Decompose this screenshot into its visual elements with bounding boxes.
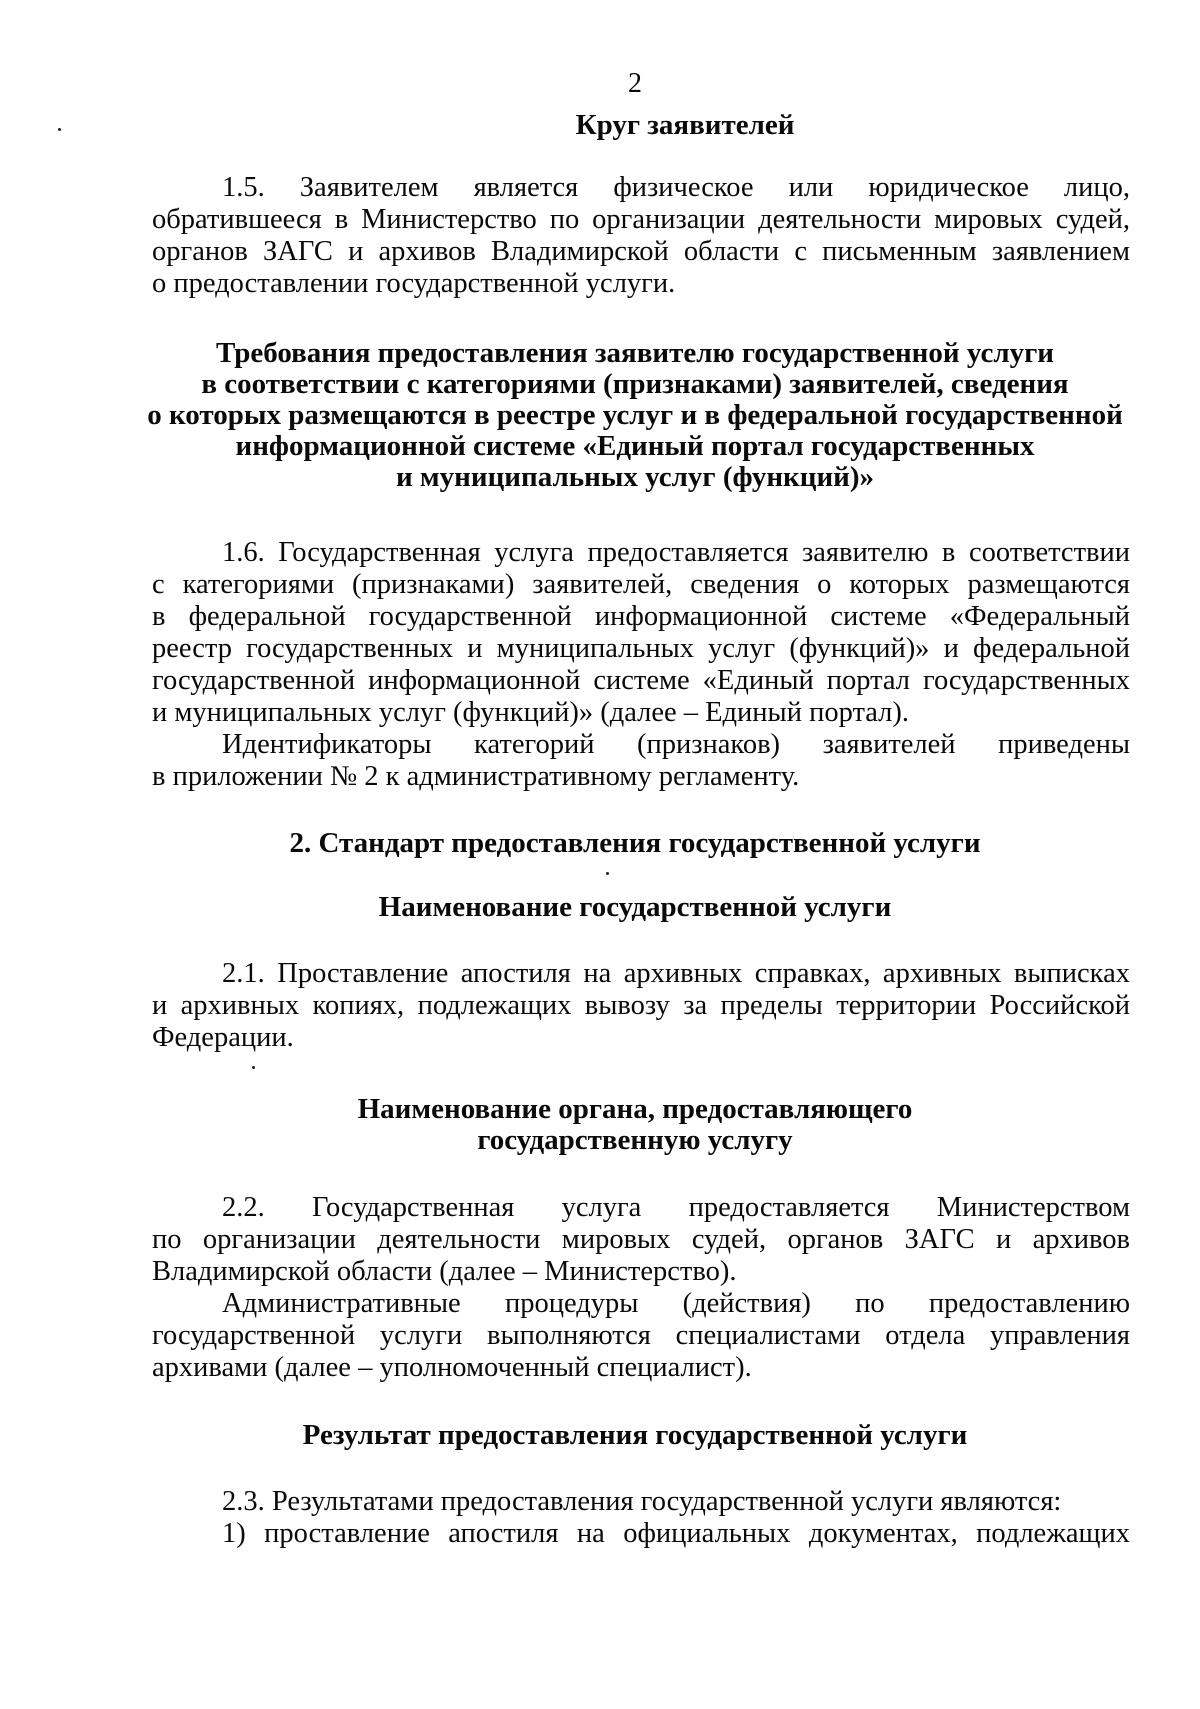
paragraph-line: о предоставлении государственной услуги. xyxy=(152,268,676,299)
paragraph-line: 2.1. Проставление апостиля на архивных справках, архивных выписках xyxy=(222,958,1130,989)
paragraph-line: 2.2. Государственная услуга предоставляется Министерством xyxy=(222,1192,1130,1223)
stray-mark xyxy=(606,872,609,875)
paragraph-line: 1.6. Государственная услуга предоставляется заявителю в соответствии xyxy=(222,537,1130,568)
paragraph-line: и архивных копиях, подлежащих вывозу за пределы территории Российской xyxy=(152,990,1130,1021)
paragraph-line: государственной информационной системе «Единый портал государственных xyxy=(152,665,1130,696)
paragraph-line: в федеральной государственной информационной системе «Федеральный xyxy=(152,601,1130,632)
section-heading-service-name: Наименование государственной услуги xyxy=(378,891,892,923)
paragraph-line: 1) проставление апостиля на официальных документах, подлежащих xyxy=(222,1518,1130,1549)
paragraph-line: реестр государственных и муниципальных услуг (функций)» и федеральной xyxy=(152,633,1130,664)
paragraph-line: органов ЗАГС и архивов Владимирской области с письменным заявлением xyxy=(152,236,1130,267)
section-heading-result: Результат предоставления государственной услуги xyxy=(302,1419,968,1451)
paragraph-line: архивами (далее – уполномоченный специалист). xyxy=(152,1352,752,1383)
stray-mark xyxy=(58,128,61,131)
paragraph-line: обратившееся в Министерство по организации деятельности мировых судей, xyxy=(152,204,1130,235)
stray-mark xyxy=(252,1066,255,1069)
paragraph-line: и муниципальных услуг (функций)» (далее – Единый портал). xyxy=(152,697,909,728)
section-heading-applicants: Круг заявителей xyxy=(575,109,795,141)
section-heading-standard: 2. Стандарт предоставления государственной услуги xyxy=(289,827,981,859)
paragraph-line: Владимирской области (далее – Министерство). xyxy=(152,1256,737,1287)
paragraph-line: с категориями (признаками) заявителей, сведения о которых размещаются xyxy=(152,569,1130,600)
section-heading-requirements: Требования предоставления заявителю государственной услуги в соответствии с категориями (признаками) заявителей, сведения о которых размещаются в реестре услуг и в федеральной государственной информационной системе «Единый портал государственных и муниципальных услуг (функций)» xyxy=(147,337,1123,493)
paragraph-line: по организации деятельности мировых судей, органов ЗАГС и архивов xyxy=(152,1224,1130,1255)
paragraph-line: Административные процедуры (действия) по предоставлению xyxy=(222,1288,1130,1319)
page-number: 2 xyxy=(628,68,642,99)
paragraph-line: Идентификаторы категорий (признаков) заявителей приведены xyxy=(222,729,1130,760)
paragraph-line: 1.5. Заявителем является физическое или юридическое лицо, xyxy=(222,172,1130,203)
paragraph-line: 2.3. Результатами предоставления государственной услуги являются: xyxy=(222,1486,1062,1517)
paragraph-line: государственной услуги выполняются специалистами отдела управления xyxy=(152,1320,1130,1351)
section-heading-authority: Наименование органа, предоставляющего государственную услугу xyxy=(357,1093,913,1156)
paragraph-line: в приложении № 2 к административному регламенту. xyxy=(152,761,800,792)
paragraph-line: Федерации. xyxy=(152,1022,294,1053)
